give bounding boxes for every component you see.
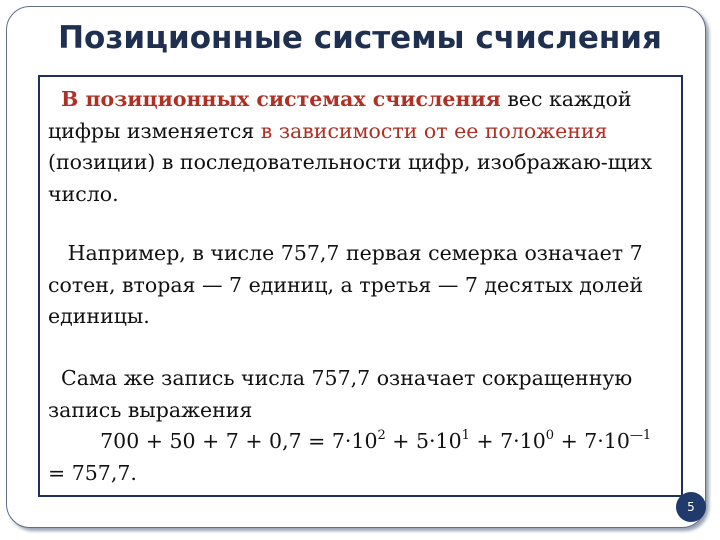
- exponent: —1: [629, 428, 652, 443]
- example-text: Например, в числе 757,7 первая семерка означает 7 сотен, вторая — 7 единиц, а третья — 7 десятых долей единицы.: [48, 241, 644, 328]
- definition-term: В позиционных системах счисления: [61, 87, 501, 111]
- exponent: 0: [545, 428, 555, 443]
- definition-text: вес каждой цифры изменяется: [48, 87, 632, 143]
- paragraph-definition: [48, 84, 676, 210]
- formula: $700 + 50 + 7 + 0,7 = 7\cdot 10^2 + 5\cdot 10^1 + 7\cdot 10^0 + 7\cdot 10^{—1}$: [100, 428, 652, 453]
- expression-intro: Сама же запись числа 757,7 означает сокращенную запись выражения: [48, 366, 633, 422]
- paragraph-example: [48, 238, 676, 333]
- paragraph-expression: [48, 363, 676, 489]
- page-number-badge: 5: [676, 492, 706, 522]
- exponent: 2: [377, 428, 386, 443]
- definition-rest: (позиции) в последовательности цифр, изображаю-щих число.: [48, 150, 653, 206]
- formula-result: = 757,7.: [48, 460, 137, 485]
- exponent: 1: [461, 428, 470, 443]
- definition-highlight: в зависимости от ее положения: [260, 118, 608, 143]
- slide-title: Позиционные системы счисления: [58, 20, 662, 56]
